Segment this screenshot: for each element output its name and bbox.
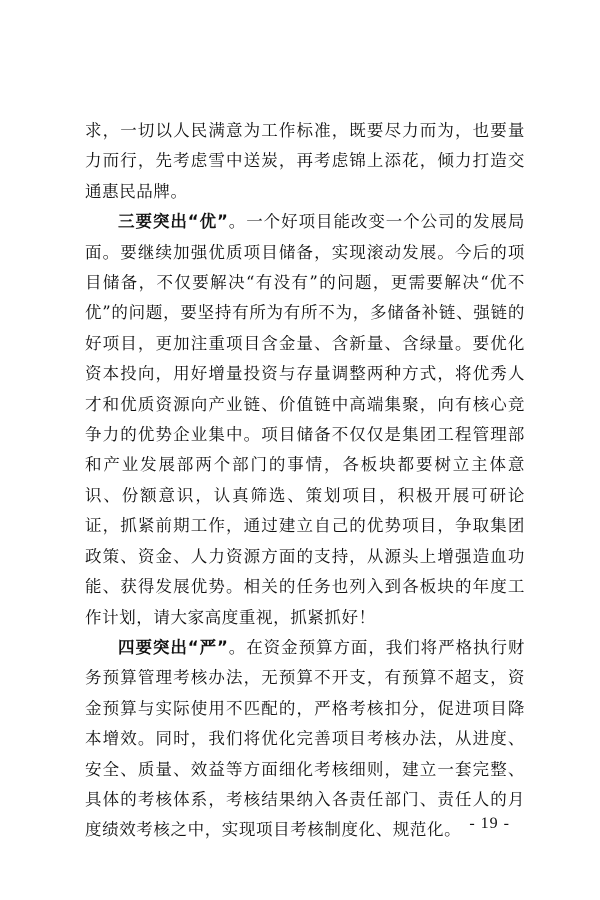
paragraph-text: 求，一切以人民满意为工作标准，既要尽力而为，也要量力而行，先考虑雪中送炭，再考虑锦上添花，倾力打造交通惠民品牌。 xyxy=(85,121,525,201)
paragraph-three-excellence xyxy=(85,207,525,633)
paragraph-lead: 三要突出“优” xyxy=(118,212,229,232)
body-text xyxy=(85,116,525,846)
page-number: - 19 - xyxy=(469,815,510,832)
paragraph-continuation xyxy=(85,116,525,207)
paragraph-lead: 四要突出“严” xyxy=(118,637,229,657)
paragraph-text: 。在资金预算方面，我们将严格执行财务预算管理考核办法，无预算不开支，有预算不超支，资金预算与实际使用不匹配的，严格考核扣分，促进项目降本增效。同时，我们将优化完善项目考核办法，从进度、安全、质量、效益等方面细化考核细则，建立一套完整、具体的考核体系，考核结果纳入各责任部门、责任人的月度绩效考核之中，实现项目考核制度化、规范化。 xyxy=(85,637,525,840)
paragraph-four-strict xyxy=(85,633,525,846)
paragraph-text: 。一个好项目能改变一个公司的发展局面。要继续加强优质项目储备，实现滚动发展。今后的项目储备，不仅要解决“有没有”的问题，更需要解决“优不优”的问题，要坚持有所为有所不为，多储备补链、强链的好项目，更加注重项目含金量、含新量、含绿量。要优化资本投向，用好增量投资与存量调整两种方式，将优秀人才和优质资源向产业链、价值链中高端集聚，向有核心竞争力的优势企业集中。项目储备不仅仅是集团工程管理部和产业发展部两个部门的事情，各板块都要树立主体意识、份额意识，认真筛选、策划项目，积极开展可研论证，抓紧前期工作，通过建立自己的优势项目，争取集团政策、资金、人力资源方面的支持，从源头上增强造血功能、获得发展优势。相关的任务也列入到各板块的年度工作计划，请大家高度重视，抓紧抓好！ xyxy=(85,212,525,627)
